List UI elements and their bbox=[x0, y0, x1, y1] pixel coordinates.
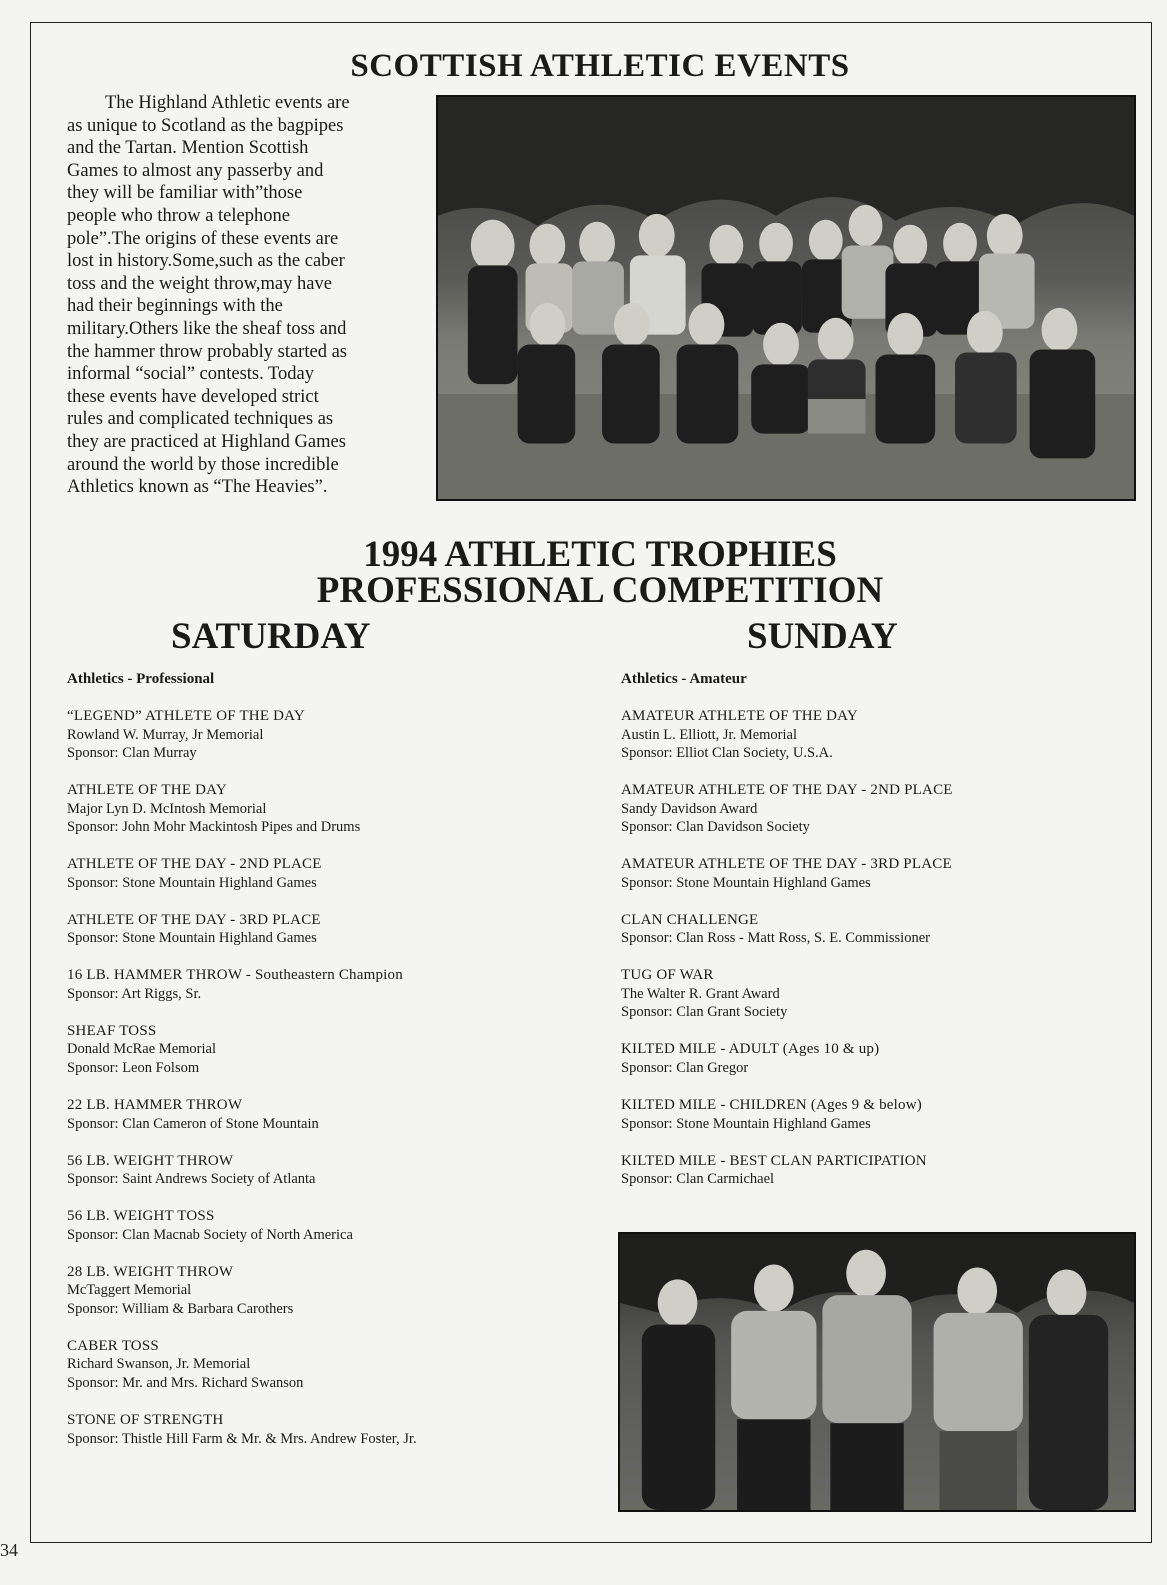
trophy-entry bbox=[67, 707, 587, 763]
trophy-title: TUG OF WAR bbox=[621, 967, 714, 984]
trophy-detail: Sandy Davidson Award bbox=[621, 800, 758, 817]
trophy-title: KILTED MILE - BEST CLAN PARTICIPATION bbox=[621, 1152, 927, 1169]
trophy-detail: Rowland W. Murray, Jr Memorial bbox=[67, 726, 264, 743]
trophy-detail: Major Lyn D. McIntosh Memorial bbox=[67, 800, 267, 817]
intro-line: they are practiced at Highland Games bbox=[67, 431, 346, 452]
trophy-detail: Sponsor: Stone Mountain Highland Games bbox=[67, 930, 317, 947]
trophy-detail: Richard Swanson, Jr. Memorial bbox=[67, 1356, 251, 1373]
trophy-title: AMATEUR ATHLETE OF THE DAY - 2ND PLACE bbox=[621, 782, 953, 799]
group-photo-athletes bbox=[436, 95, 1136, 501]
saturday-heading: SATURDAY bbox=[171, 616, 371, 657]
saturday-category-label: Athletics - Professional bbox=[67, 671, 215, 687]
trophy-detail: Sponsor: Clan Ross - Matt Ross, S. E. Commissioner bbox=[621, 930, 930, 947]
trophies-title-line2: PROFESSIONAL COMPETITION bbox=[316, 570, 884, 611]
trophy-detail: Sponsor: Clan Cameron of Stone Mountain bbox=[67, 1115, 319, 1132]
trophy-title: KILTED MILE - CHILDREN (Ages 9 & below) bbox=[621, 1097, 922, 1114]
trophy-entry bbox=[621, 1040, 1141, 1077]
trophy-title: 56 LB. WEIGHT TOSS bbox=[67, 1208, 215, 1225]
trophy-entry bbox=[67, 1022, 587, 1078]
page-number: 34 bbox=[0, 1540, 18, 1560]
sunday-column bbox=[621, 670, 1141, 1207]
trophy-title: AMATEUR ATHLETE OF THE DAY bbox=[621, 708, 858, 724]
trophy-title: CLAN CHALLENGE bbox=[621, 911, 759, 928]
intro-line: these events have developed strict bbox=[67, 386, 319, 407]
trophies-title-line1: 1994 ATHLETIC TROPHIES bbox=[363, 534, 837, 575]
trophy-detail: Sponsor: Leon Folsom bbox=[67, 1059, 200, 1076]
trophy-detail: Sponsor: Stone Mountain Highland Games bbox=[621, 1115, 871, 1132]
trophy-entry bbox=[621, 1152, 1141, 1189]
intro-line: lost in history.Some,such as the caber bbox=[67, 251, 345, 272]
trophy-detail: Austin L. Elliott, Jr. Memorial bbox=[621, 726, 798, 743]
trophy-detail: Sponsor: Clan Macnab Society of North America bbox=[67, 1226, 353, 1243]
trophy-entry bbox=[621, 911, 1141, 948]
intro-line: they will be familiar with”those bbox=[67, 183, 303, 204]
trophy-entry bbox=[67, 1152, 587, 1189]
trophy-entry bbox=[67, 966, 587, 1003]
trophy-title: ATHLETE OF THE DAY - 3RD PLACE bbox=[67, 911, 321, 928]
intro-line: the hammer throw probably started as bbox=[67, 341, 347, 362]
trophy-title: CABER TOSS bbox=[67, 1337, 159, 1354]
trophy-detail: Sponsor: Clan Murray bbox=[67, 745, 197, 761]
trophy-detail: Sponsor: Stone Mountain Highland Games bbox=[67, 874, 317, 891]
trophy-title: ATHLETE OF THE DAY bbox=[67, 782, 227, 799]
intro-line: as unique to Scotland as the bagpipes bbox=[67, 115, 344, 136]
trophy-entry bbox=[67, 855, 587, 892]
trophies-title bbox=[250, 534, 950, 611]
sunday-heading: SUNDAY bbox=[747, 616, 898, 657]
trophy-entry bbox=[621, 966, 1141, 1022]
trophy-detail: Sponsor: Mr. and Mrs. Richard Swanson bbox=[67, 1374, 304, 1391]
trophy-detail: Sponsor: Elliot Clan Society, U.S.A. bbox=[621, 745, 833, 761]
trophy-entry bbox=[621, 707, 1141, 763]
trophy-detail: Sponsor: Saint Andrews Society of Atlanta bbox=[67, 1171, 316, 1188]
trophy-entry bbox=[67, 1207, 587, 1244]
intro-line: The Highland Athletic events are bbox=[105, 93, 350, 113]
trophy-entry bbox=[67, 911, 587, 948]
intro-line: and the Tartan. Mention Scottish bbox=[67, 138, 309, 159]
trophy-detail: The Walter R. Grant Award bbox=[621, 985, 780, 1002]
trophy-title: ATHLETE OF THE DAY - 2ND PLACE bbox=[67, 856, 322, 873]
sunday-category-label: Athletics - Amateur bbox=[621, 671, 747, 687]
trophy-title: 28 LB. WEIGHT THROW bbox=[67, 1263, 234, 1280]
trophy-detail: Sponsor: Art Riggs, Sr. bbox=[67, 985, 202, 1002]
trophy-title: SHEAF TOSS bbox=[67, 1022, 157, 1039]
trophy-title: AMATEUR ATHLETE OF THE DAY - 3RD PLACE bbox=[621, 856, 952, 873]
intro-line: informal “social” contests. Today bbox=[67, 364, 315, 385]
page-title: SCOTTISH ATHLETIC EVENTS bbox=[350, 48, 850, 84]
trophy-entry bbox=[67, 781, 587, 837]
sunday-trophy-list bbox=[621, 707, 1141, 1189]
trophy-detail: McTaggert Memorial bbox=[67, 1282, 192, 1299]
trophy-entry bbox=[67, 1411, 587, 1448]
trophy-title: 22 LB. HAMMER THROW bbox=[67, 1097, 243, 1114]
trophy-detail: Sponsor: Clan Carmichael bbox=[621, 1171, 775, 1188]
intro-line: Games to almost any passerby and bbox=[67, 160, 324, 181]
trophy-title: “LEGEND” ATHLETE OF THE DAY bbox=[67, 708, 305, 724]
saturday-column bbox=[67, 670, 587, 1467]
trophy-detail: Sponsor: Clan Davidson Society bbox=[621, 819, 810, 836]
trophy-detail: Sponsor: John Mohr Mackintosh Pipes and Drums bbox=[67, 819, 361, 836]
trophy-title: KILTED MILE - ADULT (Ages 10 & up) bbox=[621, 1041, 880, 1058]
trophy-entry bbox=[621, 1096, 1141, 1133]
trophy-detail: Sponsor: William & Barbara Carothers bbox=[67, 1300, 294, 1317]
trophy-detail: Sponsor: Clan Grant Society bbox=[621, 1004, 788, 1021]
trophy-title: 56 LB. WEIGHT THROW bbox=[67, 1152, 234, 1169]
trophy-detail: Sponsor: Clan Gregor bbox=[621, 1059, 749, 1076]
intro-line: military.Others like the sheaf toss and bbox=[67, 318, 347, 339]
intro-line: pole”.The origins of these events are bbox=[67, 228, 339, 249]
trophy-entry bbox=[67, 1263, 587, 1319]
intro-line: people who throw a telephone bbox=[67, 205, 290, 226]
trophy-detail: Donald McRae Memorial bbox=[67, 1041, 216, 1058]
intro-paragraph bbox=[67, 92, 412, 499]
intro-line: Athletics known as “The Heavies”. bbox=[67, 477, 328, 498]
trophy-entry bbox=[621, 855, 1141, 892]
intro-line: toss and the weight throw,may have bbox=[67, 273, 332, 294]
saturday-trophy-list bbox=[67, 707, 587, 1448]
trophy-detail: Sponsor: Thistle Hill Farm & Mr. & Mrs. Andrew Foster, Jr. bbox=[67, 1430, 417, 1447]
intro-line: around the world by those incredible bbox=[67, 454, 339, 475]
trophy-detail: Sponsor: Stone Mountain Highland Games bbox=[621, 874, 871, 891]
trophy-entry bbox=[67, 1337, 587, 1393]
winners-photo bbox=[618, 1232, 1136, 1512]
intro-line: rules and complicated techniques as bbox=[67, 409, 334, 430]
trophy-entry bbox=[67, 1096, 587, 1133]
intro-line: had their beginnings with the bbox=[67, 296, 283, 317]
trophy-entry bbox=[621, 781, 1141, 837]
trophy-title: STONE OF STRENGTH bbox=[67, 1412, 224, 1429]
trophy-title: 16 LB. HAMMER THROW - Southeastern Champion bbox=[67, 967, 403, 984]
